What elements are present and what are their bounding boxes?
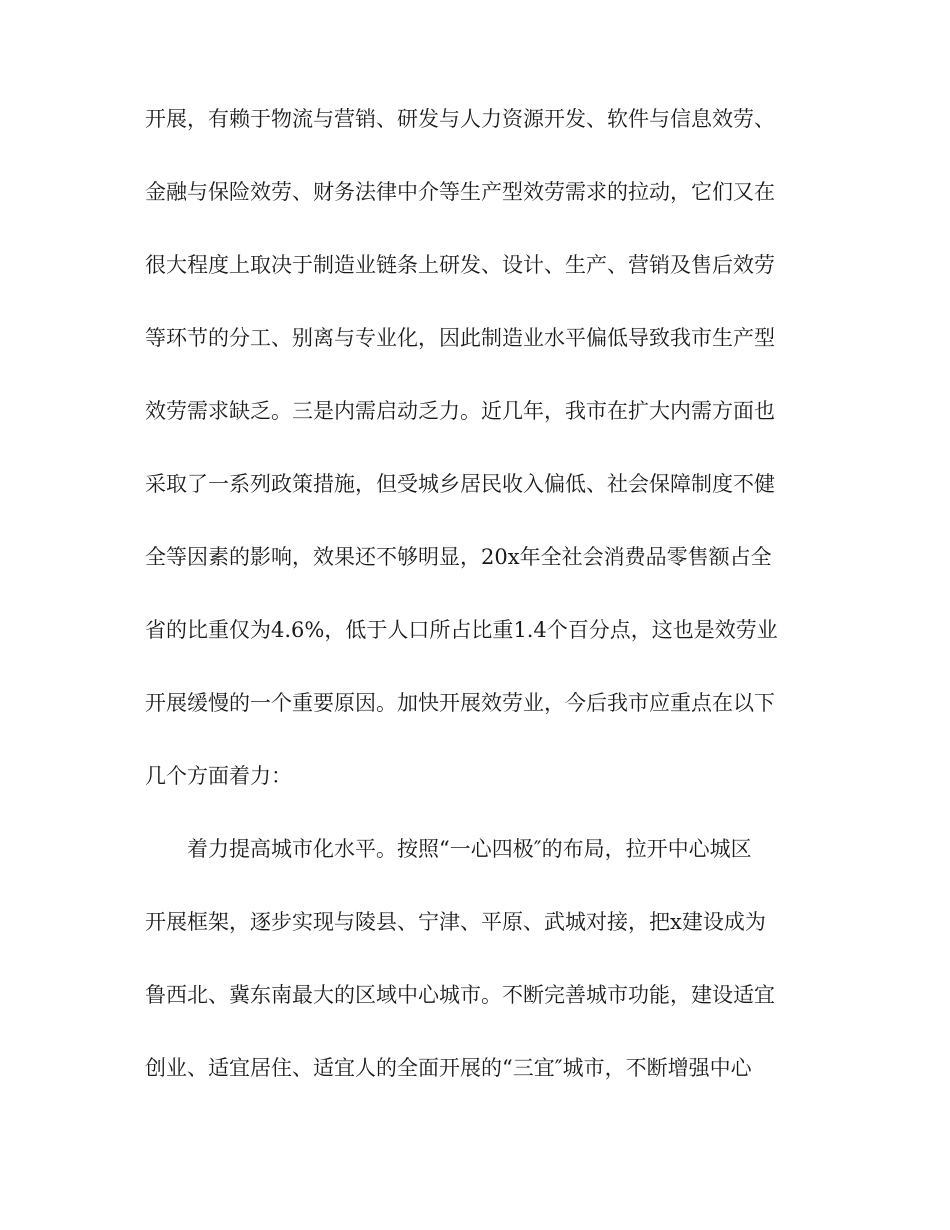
text-line: 效劳需求缺乏。三是内需启动乏力。近几年，我市在扩大内需方面也	[145, 399, 775, 423]
text-line: 开展缓慢的一个重要原因。加快开展效劳业，今后我市应重点在以下	[145, 691, 775, 715]
text-line: 省的比重仅为4.6%，低于人口所占比重1.4个百分点，这也是效劳业	[145, 618, 778, 642]
text-line: 开展，有赖于物流与营销、研发与人力资源开发、软件与信息效劳、	[145, 107, 775, 131]
text-line: 全等因素的影响，效果还不够明显，20x年全社会消费品零售额占全	[145, 545, 772, 569]
text-line: 开展框架，逐步实现与陵县、宁津、平原、武城对接，把x建设成为	[145, 910, 766, 934]
body-text	[145, 95, 815, 1117]
text-line: 采取了一系列政策措施，但受城乡居民收入偏低、社会保障制度不健	[145, 472, 775, 496]
text-line: 创业、适宜居住、适宜人的全面开展的“三宜″城市，不断增强中心	[145, 1056, 752, 1080]
text-line: 等环节的分工、别离与专业化，因此制造业水平偏低导致我市生产型	[145, 326, 775, 350]
text-line: 很大程度上取决于制造业链条上研发、设计、生产、营销及售后效劳	[145, 253, 775, 277]
text-line: 鲁西北、冀东南最大的区域中心城市。不断完善城市功能，建设适宜	[145, 983, 775, 1007]
text-line: 几个方面着力：	[145, 764, 292, 788]
text-line: 金融与保险效劳、财务法律中介等生产型效劳需求的拉动，它们又在	[145, 180, 775, 204]
text-line-indented: 着力提高城市化水平。按照“一心四极″的布局，拉开中心城区	[187, 837, 752, 861]
